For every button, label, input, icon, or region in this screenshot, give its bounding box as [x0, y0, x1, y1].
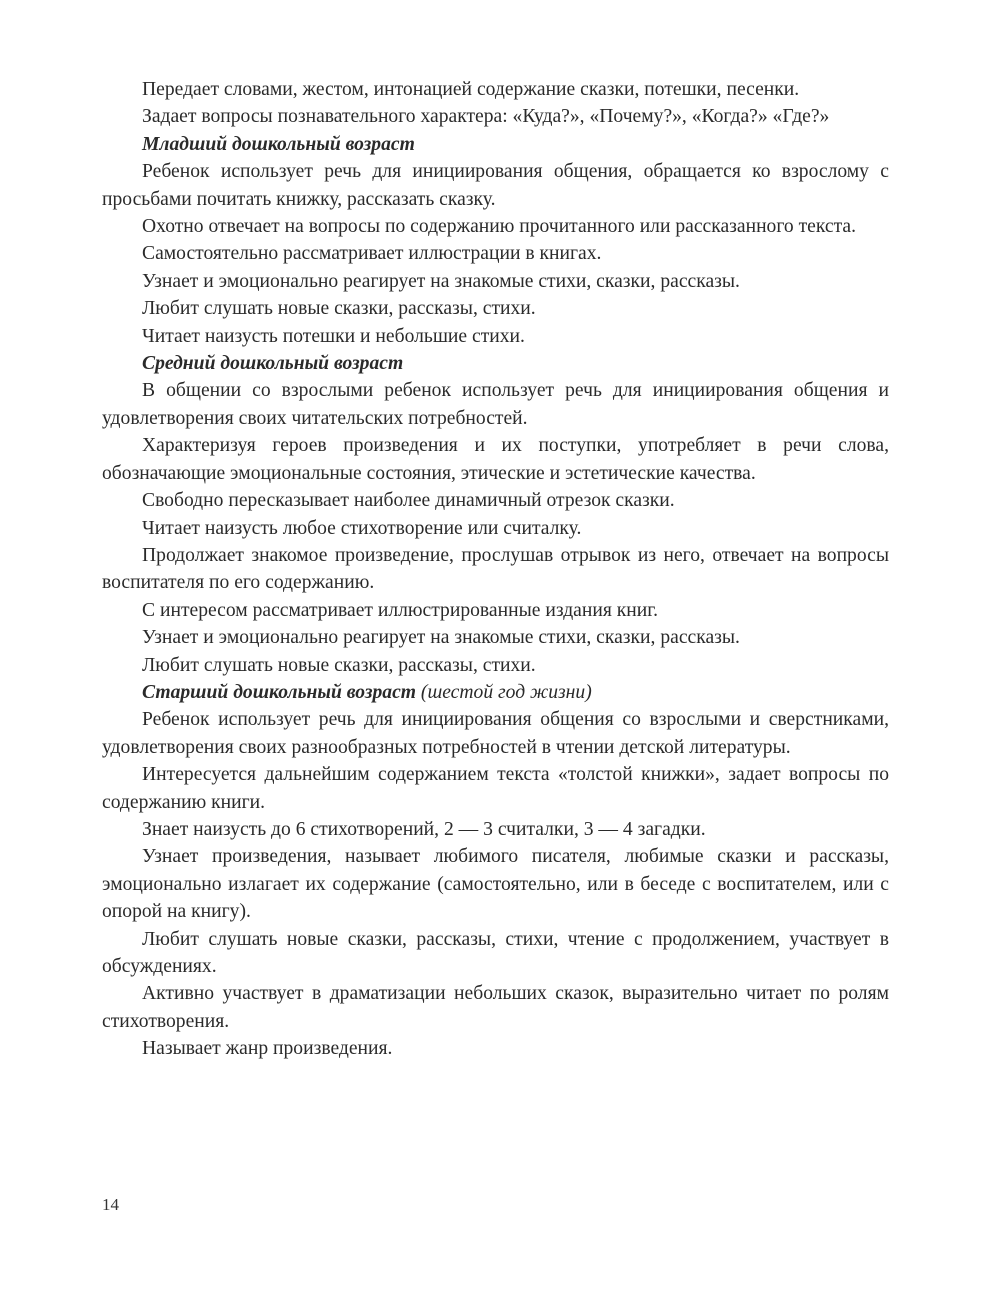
- section-heading-senior-note: (шестой год жизни): [420, 681, 592, 703]
- paragraph: Узнает и эмоционально реагирует на знакомые стихи, сказки, рассказы.: [142, 627, 740, 649]
- paragraph: Любит слушать новые сказки, рассказы, стихи.: [142, 298, 536, 320]
- paragraph: Интересуется дальнейшим содержанием текста «толстой книжки», задает вопросы по содержанию книги.: [102, 764, 889, 813]
- paragraph: Ребенок использует речь для инициирования общения со взрослыми и сверстниками, удовлетворения своих разнообразных потребностей в чтении детской литературы.: [102, 709, 889, 758]
- paragraph: Задает вопросы познавательного характера: «Куда?», «Почему?», «Когда?» «Где?»: [142, 106, 830, 128]
- paragraph: Называет жанр произведения.: [142, 1038, 393, 1060]
- paragraph: Любит слушать новые сказки, рассказы, стихи.: [142, 654, 536, 676]
- paragraph: Ребенок использует речь для инициирования общения, обращается ко взрослому с просьбами почитать книжку, рассказать сказку.: [102, 161, 889, 210]
- section-heading-senior: [102, 679, 889, 706]
- paragraph: Читает наизусть любое стихотворение или считалку.: [142, 517, 582, 539]
- paragraph: Знает наизусть до 6 стихотворений, 2 — 3 считалки, 3 — 4 загадки.: [142, 818, 706, 840]
- paragraph: Передает словами, жестом, интонацией содержание сказки, потешки, песенки.: [142, 79, 800, 100]
- paragraph: Свободно пересказывает наиболее динамичный отрезок сказки.: [142, 490, 675, 512]
- paragraph: Самостоятельно рассматривает иллюстрации в книгах.: [142, 243, 602, 265]
- section-heading-senior-title: Старший дошкольный возраст: [142, 681, 417, 703]
- paragraph: Читает наизусть потешки и небольшие стихи.: [142, 325, 525, 347]
- paragraph: С интересом рассматривает иллюстрированные издания книг.: [142, 599, 658, 621]
- paragraph: Любит слушать новые сказки, рассказы, стихи, чтение с продолжением, участвует в обсуждениях.: [102, 928, 889, 977]
- section-heading-middle: Средний дошкольный возраст: [142, 353, 404, 375]
- paragraph: Узнает и эмоционально реагирует на знакомые стихи, сказки, рассказы.: [142, 270, 740, 292]
- paragraph: Узнает произведения, называет любимого писателя, любимые сказки и рассказы, эмоционально излагает их содержание (самостоятельно, или в беседе с воспитателем, или с опорой на книгу).: [102, 846, 889, 923]
- paragraph: Охотно отвечает на вопросы по содержанию прочитанного или рассказанного текста.: [142, 216, 856, 238]
- paragraph: Характеризуя героев произведения и их поступки, употребляет в речи слова, обозначающие эмоциональные состояния, этические и эстетические качества.: [102, 435, 889, 484]
- page-body: [102, 76, 889, 1063]
- paragraph: В общении со взрослыми ребенок использует речь для инициирования общения и удовлетворения своих читательских потребностей.: [102, 380, 889, 429]
- section-heading-junior: Младший дошкольный возраст: [142, 133, 415, 155]
- paragraph: Продолжает знакомое произведение, прослушав отрывок из него, отвечает на вопросы воспитателя по его содержанию.: [102, 544, 889, 594]
- paragraph: Активно участвует в драматизации небольших сказок, выразительно читает по ролям стихотворения.: [102, 983, 889, 1032]
- page-number: 14: [102, 1195, 119, 1214]
